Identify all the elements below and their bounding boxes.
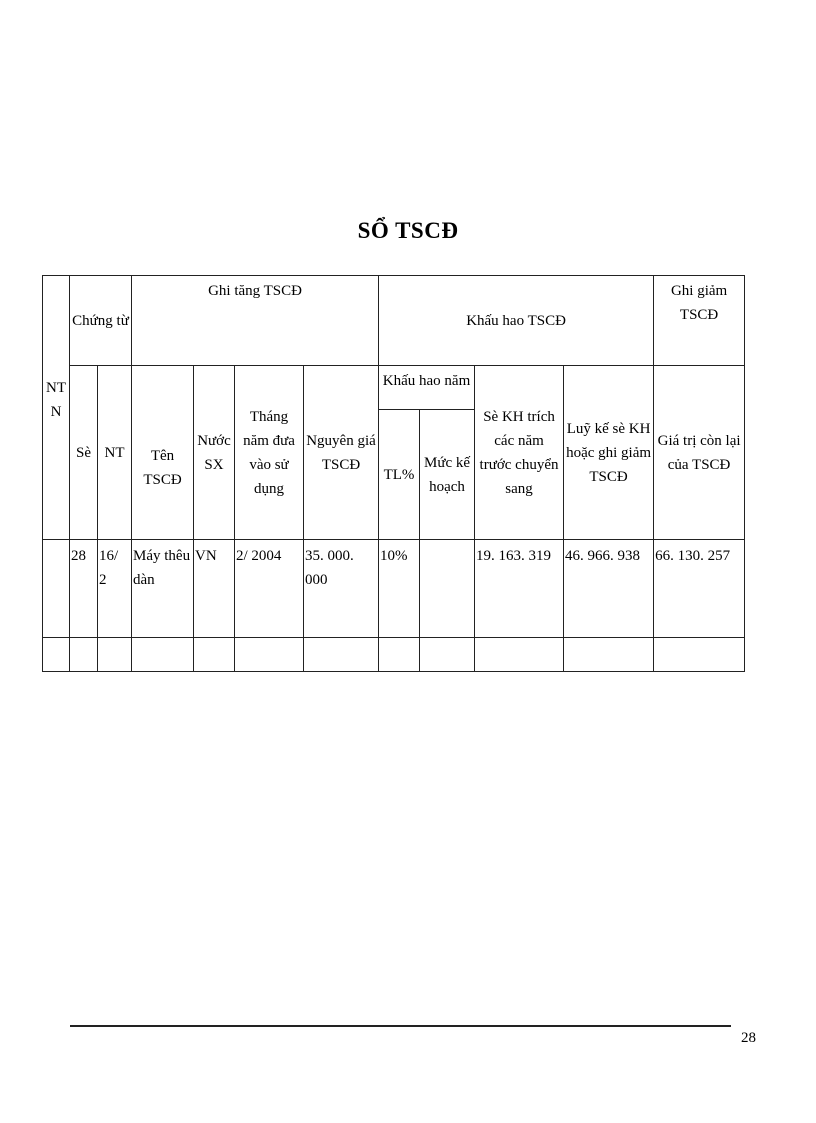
- fixed-asset-ledger-table: [42, 275, 745, 672]
- header-luy-ke: Luỹ kế sè KH hoặc ghi giảm TSCĐ: [564, 366, 654, 540]
- cell-nt: [98, 638, 132, 672]
- header-so: Sè: [70, 366, 98, 540]
- cell-so-kh-trich: [475, 638, 564, 672]
- table-row: [43, 540, 745, 638]
- cell-ntn: [43, 540, 70, 638]
- header-chung-tu: Chứng từ: [70, 276, 132, 366]
- header-gia-tri-con-lai: Giá trị còn lại của TSCĐ: [654, 366, 745, 540]
- cell-nuoc-sx: VN: [194, 540, 235, 638]
- header-nuoc-sx: Nước SX: [194, 366, 235, 540]
- header-row-2: [43, 366, 745, 410]
- cell-so: 28: [70, 540, 98, 638]
- cell-luy-ke: 46. 966. 938: [564, 540, 654, 638]
- header-row-1: [43, 276, 745, 366]
- header-nt: NT: [98, 366, 132, 540]
- cell-ntn: [43, 638, 70, 672]
- cell-ten-tscd: [132, 638, 194, 672]
- document-title: SỔ TSCĐ: [357, 218, 459, 243]
- header-ntn: NT N: [43, 276, 70, 540]
- cell-muc-ke-hoach: [420, 540, 475, 638]
- header-tl: TL%: [379, 410, 420, 540]
- header-khau-hao-nam: Khấu hao năm: [379, 366, 475, 410]
- footer-divider: [70, 1025, 731, 1027]
- header-khau-hao: Khấu hao TSCĐ: [379, 276, 654, 366]
- cell-gia-tri-con-lai: 66. 130. 257: [654, 540, 745, 638]
- cell-so-kh-trich: 19. 163. 319: [475, 540, 564, 638]
- cell-thang-nam: [235, 638, 304, 672]
- cell-tl: 10%: [379, 540, 420, 638]
- cell-tl: [379, 638, 420, 672]
- page-number: 28: [741, 1030, 756, 1046]
- header-muc-ke-hoach: Mức kế hoạch: [420, 410, 475, 540]
- table-row: [43, 638, 745, 672]
- cell-nt: 16/ 2: [98, 540, 132, 638]
- cell-muc-ke-hoach: [420, 638, 475, 672]
- header-ten-tscd: Tên TSCĐ: [132, 366, 194, 540]
- header-so-kh-trich: Sè KH trích các năm trước chuyển sang: [475, 366, 564, 540]
- cell-luy-ke: [564, 638, 654, 672]
- cell-gia-tri-con-lai: [654, 638, 745, 672]
- header-ghi-tang: Ghi tăng TSCĐ: [132, 276, 379, 366]
- cell-nguyen-gia: 35. 000. 000: [304, 540, 379, 638]
- cell-thang-nam: 2/ 2004: [235, 540, 304, 638]
- header-thang-nam: Tháng năm đưa vào sử dụng: [235, 366, 304, 540]
- cell-nguyen-gia: [304, 638, 379, 672]
- header-ghi-giam: Ghi giảm TSCĐ: [654, 276, 745, 366]
- cell-nuoc-sx: [194, 638, 235, 672]
- cell-so: [70, 638, 98, 672]
- cell-ten-tscd: Máy thêu dàn: [132, 540, 194, 638]
- header-nguyen-gia: Nguyên giá TSCĐ: [304, 366, 379, 540]
